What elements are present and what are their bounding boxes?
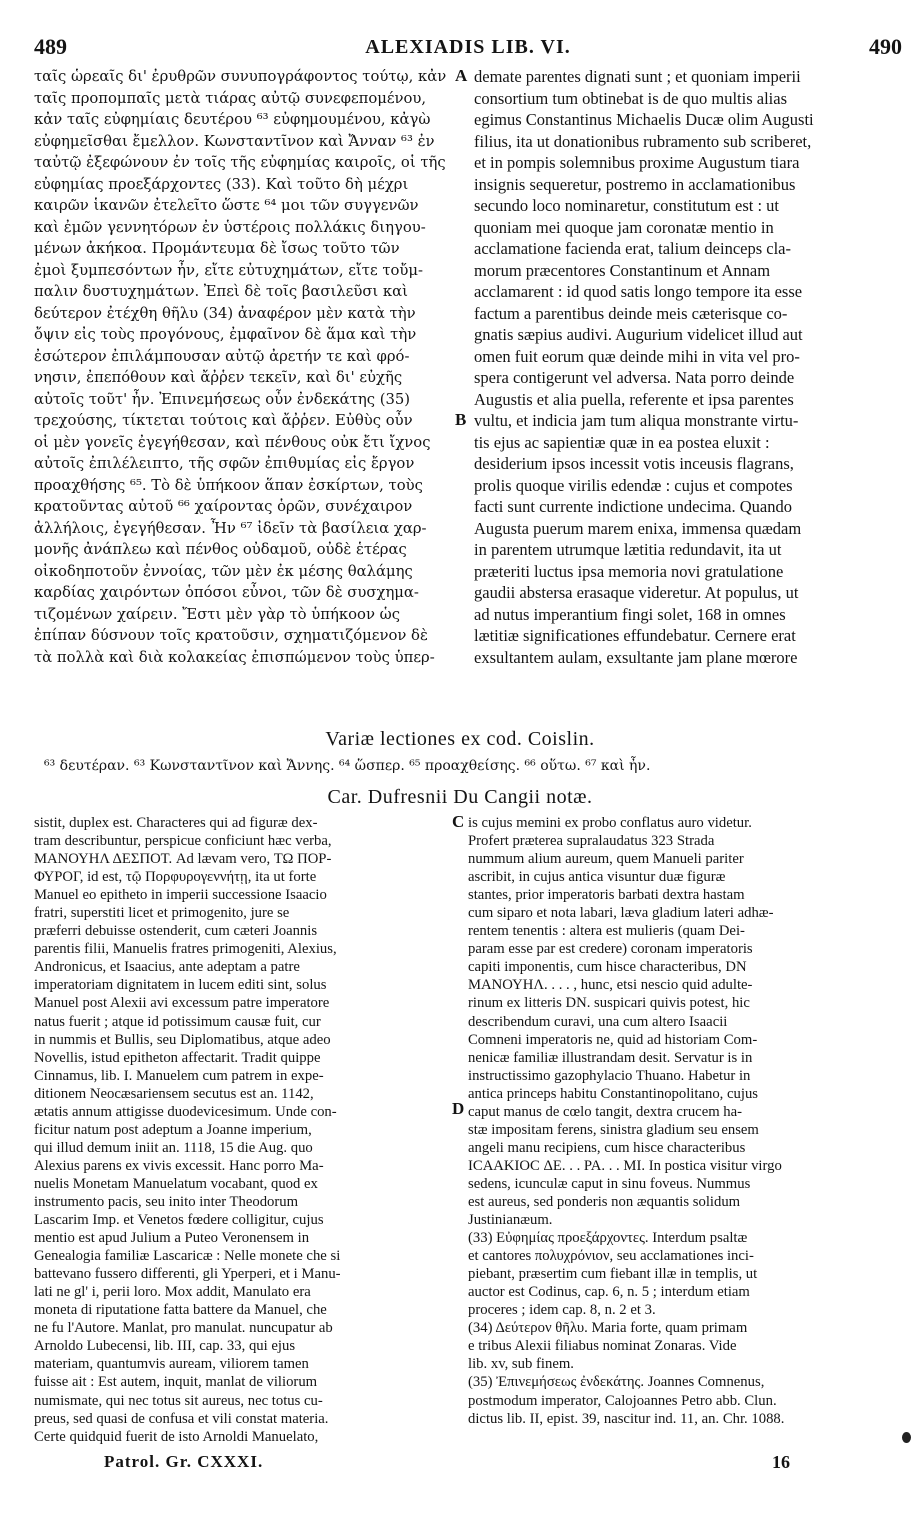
latin-translation-line: morum præcentores Constantinum et Annam [474,260,771,280]
latin-translation-line: quoniam mei quoque jam coronatæ mentio in [474,217,774,237]
notes-left-line: Arnoldo Lubecensi, lib. III, cap. 33, qui ejus [34,1338,296,1355]
notes-right-line: et cantores πολυχρόνιον, seu acclamationes inci- [468,1248,754,1265]
margin-letter-b: B [455,410,467,429]
notes-right-line: nenicæ familiæ illustrandam desit. Servatur is in [468,1049,753,1066]
greek-text-line: ταῖς ὡρεαῖς δι' ἐρυθρῶν συνυπογράφοντος τούτῳ, κἀν [34,68,447,85]
notes-left-line: Alexius parens ex vivis excessit. Hanc porro Ma- [34,1157,324,1174]
notes-left-line: ficitur natum post adeptum a Joanne imperium, [34,1121,312,1138]
running-title: ALEXIADIS LIB. VI. [365,36,571,58]
margin-letter-c: C [452,812,465,831]
notes-left-line: fratri, superstiti licet et primogenito, jure se [34,905,290,922]
latin-translation-line: secundo loco nominaretur, constitutum est : ut [474,196,779,215]
latin-translation-line: exsultantem aulam, exsultante jam plane mœrore [474,647,798,667]
greek-text-line: εὐφημίας προεξάρχοντες (33). Καὶ τοῦτο δὴ μέχρι [34,175,409,193]
greek-text-line: μονῆς ἀνάπλεω καὶ πένθος οὐδαμοῦ, οὐδὲ ἑτέρας [34,541,407,558]
greek-text-line: δεύτερον ἐτέχθη θῆλυ (34) ἀναφέρον μὲν κατὰ τὴν [34,304,416,322]
variant-readings-line: ⁶³ δευτέραν. ⁶³ Κωνσταντῖνον καὶ Ἄννης. ⁶⁴ ὥσπερ. ⁶⁵ προαχθείσης. ⁶⁶ οὕτω. ⁶⁷ καὶ ἦν. [44,758,651,774]
greek-text-line: καιρῶν ἱκανῶν ἐτελεῖτο ὥστε ⁶⁴ μοι τῶν συγγενῶν [34,197,419,214]
latin-translation-column [474,66,908,668]
notes-right-line: dictus lib. II, epist. 39, nascitur ind. 11, an. Chr. 1088. [468,1410,785,1427]
notes-left-line: natus fuerit ; atque id potissimum causæ fuit, cur [34,1013,321,1030]
notes-left-line: qui illud demum iniit an. 1118, 15 die Aug. quo [34,1139,313,1156]
greek-text-line: αὐτοῖς ἐπιλέλειπτο, τῆς σφῶν ἐπιθυμίας εἰς ἔργον [34,455,415,472]
latin-translation-line: gnatis sæpius audivi. Augurium videlicet illud aut [474,325,803,344]
notes-left-line: imperatoriam dignitatem in lucem editi sint, solus [34,977,327,994]
notes-right-line: lib. xv, sub finem. [468,1356,574,1373]
latin-translation-line: demate parentes dignati sunt ; et quoniam imperii [474,67,801,86]
latin-translation-line: desiderium ipsos incessit votis inceusis flagrans, [474,454,794,473]
margin-letter-a: A [455,66,468,85]
latin-translation-line: facti sunt currente indictione undecima. Quando [474,497,792,516]
notes-right-line: nummum alium aureum, quem Manueli pariter [468,851,744,868]
notes-right-line: param esse par est credere) coronam imperatoris [468,941,753,958]
notes-left-line: tram describuntur, perspicue conficiunt hæc verba, [34,833,332,850]
notes-right-line: piebant, præsertim cum fiebant illæ in templis, ut [468,1266,758,1283]
notes-left-line: Andronicus, et Isaacius, ante adeptam a patre [34,959,300,976]
greek-text-line: τὰ πολλὰ καὶ διὰ κολακείας ἐπισπώμενον τοὺς ὑπερ- [34,648,435,666]
notes-left-line: battevano fussero differenti, gli Yperperi, et i Manu- [34,1266,341,1283]
notes-right-line: (34) Δεύτερον θῆλυ. Maria forte, quam primam [468,1320,748,1337]
notes-left-line: ditionem Neocæsariensem secutus est an. 1142, [34,1085,314,1102]
greek-text-line: καρδίας χαιρόντων ὁπόσοι εὖνοι, τῶν δὲ συσχημα- [34,584,419,601]
page-number-right: 490 [869,34,902,59]
greek-text-line: ταὐτῷ ἐξεφώνουν ἐν τοῖς τῆς εὐφημίας καιροῖς, οἱ τῆς [34,154,446,171]
footer-signature: 16 [772,1452,790,1472]
notes-left-line: moneta di riputatione fatta battere da Manuel, che [34,1302,327,1319]
greek-text-line: ἐμοὶ ξυμπεσόντων ἦν, εἴτε εὐτυχημάτων, εἴτε τοὔμ- [34,261,424,279]
greek-text-line: ἐσώτερον ἐπιλάμπουσαν αὐτῷ ἀρετήν τε καὶ φρό- [34,347,410,365]
latin-translation-line: lætitiæ significationes effundebatur. Cernere erat [474,626,796,645]
latin-translation-line: Augustis et alia puella, referente et ipsa parentes [474,389,794,409]
notes-left-line: Certe quidquid fuerit de isto Arnoldi Manuelato, [34,1428,319,1445]
notes-left-line: Genealogia familiæ Lascaricæ : Nelle monete che si [34,1248,341,1265]
latin-translation-line: factum a parentibus deinde meis cæterisque co- [474,303,788,323]
greek-text-line: νησιν, ἐπεπόθουν καὶ ἄῤῥεν τεκεῖν, καὶ δι' εὐχῆς [34,369,403,386]
latin-translation-line: prolis quoque virilis edendæ : cujus et compotes [474,475,793,495]
greek-text-line: εὐφημεῖσθαι ἔμελλον. Κωνσταντῖνον καὶ Ἄνναν ⁶³ ἐν [34,132,435,150]
notes-left-line: fuisse ait : Est autem, inquit, manlat de viliorum [34,1374,318,1391]
notes-right-line: stæ impositam ferens, sinistra gladium seu ensem [468,1121,759,1138]
notes-left-line: Lascarim Imp. et Venetos fœdere colligitur, cujus [34,1212,324,1229]
notes-right-line: antica princeps habitu Constantinopolitano, cujus [468,1085,759,1102]
notes-left-line: nuelis Monetam Manuelatum vocabant, quod ex [34,1175,318,1192]
notes-left-line: mentio est apud Julium a Puteo Veronensem in [34,1230,310,1247]
notes-left-line: Novellis, istud epitheton affectarit. Tradit quippe [34,1049,321,1066]
notes-right-line: angeli manu recipiens, cum hisce characteribus [468,1139,746,1156]
greek-text-line: οἱ μὲν γονεῖς ἐγεγήθεσαν, καὶ πένθους οὐκ ἔτι ἴχνος [34,433,431,451]
latin-translation-line: præteriti luctus ipsa memoria novi gratulatione [474,561,784,581]
notes-left-line: numismate, qui nec totus sit aureus, nec totus cu- [34,1392,323,1409]
greek-text-line: κἀν ταῖς εὐφημίαις δευτέρου ⁶³ εὐφημουμένου, κἀγὼ [34,111,431,128]
notes-left-line: ΜΑΝΟΥΗΛ ΔΕΣΠΟΤ. Ad lævam vero, ΤΩ ΠΟΡ- [34,851,332,868]
notes-right-line: postmodum imperator, Calojoannes Petro abb. Clun. [468,1392,777,1409]
notes-right-line: rentem tenentis : altera est mulieris (quam Dei- [468,923,745,940]
notes-right-line: ascribit, in cujus antica visuntur duæ figuræ [468,869,726,886]
latin-translation-line: consortium tum obtinebat is de quo multis alias [474,88,788,108]
notes-left-line: ætatis annum attigisse duodevicesimum. Unde con- [34,1103,337,1120]
notes-left-line: præferri debuisse ostenderit, cum cæteri Joannis [34,923,318,940]
latin-translation-line: gaudii abstersa erasaque videretur. At populus, ut [474,583,799,602]
notes-left-line: Cinnamus, lib. I. Manuelem cum patrem in expe- [34,1067,324,1084]
notes-left-line: materiam, quantumvis auream, viliorem tamen [34,1356,309,1373]
greek-text-line: παλιν δυστυχημάτων. Ἐπεὶ δὲ τοῖς βασιλεῦσι καὶ [34,283,408,300]
notes-right-line: (33) Εὐφημίας προεξάρχοντες. Interdum psaltæ [468,1230,748,1247]
notes-right-line: cum siparo et nota labari, læva gladium lateri adhæ- [468,905,774,922]
greek-text-line: προαχθήσης ⁶⁵. Τὸ δὲ ὑπήκοον ἅπαν ἐσκίρτων, τοὺς [34,476,423,494]
notes-left-line: Manuel eo epitheto in imperii successione Isaacio [34,887,327,904]
greek-text-line: κρατοῦντας αὐτοῦ ⁶⁶ χαίροντας ὁρῶν, συνέχαιρον [34,498,413,515]
latin-translation-line: omen fuit eorum quæ deinde mihi in vita vel pro- [474,346,800,366]
notes-right-line: stantes, prior imperatoris barbati dextra hastam [468,887,745,904]
notes-right-line: describendum curavi, una cum altero Isaacii [468,1013,728,1030]
notes-right-line: est aureus, sed ponderis non æquantis solidum [468,1193,741,1210]
notes-left-line: parentis filii, Manuelis fratres primogeniti, Alexius, [34,941,337,958]
notes-right-column [468,814,908,1428]
notes-right-line: proceres ; idem cap. 8, n. 2 et 3. [468,1302,656,1319]
notes-right-line: sedens, icunculæ caput in sinu foveus. Nummus [468,1175,751,1192]
latin-translation-line: ad nutus imperantium fingi solet, 168 in omnes [474,604,786,624]
variant-readings-heading: Variæ lectiones ex cod. Coislin. [325,728,595,750]
latin-translation-line: et in pompis solemnibus proxime Augustum tiara [474,153,800,172]
page-number-left: 489 [34,34,67,59]
greek-text-line: μένων ἀκήκοα. Προμάντευμα δὲ ἴσως τοῦτο τῶν [34,240,400,257]
notes-left-line: ne fu l'Autore. Manlat, pro manulat. nuncupatur ab [34,1320,333,1337]
greek-text-line: ἀλλήλοις, ἐγεγήθεσαν. Ἦν ⁶⁷ ἰδεῖν τὰ βασίλεια χαρ- [34,519,427,537]
notes-left-line: ΦΥΡΟΓ, id est, τῷ Πορφυρογεννήτῃ, ita ut forte [34,869,317,886]
greek-text-line: τρεχούσης, τίκτεται τούτοις καὶ ἄῤῥεν. Εὐθὺς οὖν [34,412,413,429]
notes-left-line: Manuel post Alexii avi excessum patre imperatore [34,995,330,1012]
notes-right-line: e tribus Alexii filiabus nominat Zonaras. Vide [468,1338,737,1355]
latin-translation-line: in parentem utrumque lætitia redundavit, ita ut [474,540,782,559]
greek-text-line: καὶ ἐμῶν γεννητόρων ἐν ὑστέροις πολλάκις διηγου- [34,218,426,236]
greek-text-line: ταῖς προπομπαῖς μετὰ τιάρας αὐτῷ συνεφεπομένου, [34,89,427,107]
notes-right-line: Comneni imperatoris ne, quid ad historiam Com- [468,1031,758,1048]
greek-text-line: τιζομένων χαίρειν. Ἔστι μὲν γὰρ τὸ ὑπήκοον ὡς [34,605,400,623]
notes-left-line: sistit, duplex est. Characteres qui ad figuræ dex- [34,815,318,831]
latin-translation-line: egimus Constantinus Michaelis Ducæ olim Augusti [474,110,814,129]
notes-left-line: instrumento pacis, seu inito inter Theodorum [34,1193,299,1210]
notes-right-line: instructissimo gazophylacio Thuano. Habetur in [468,1067,751,1084]
greek-text-line: αὐτοῖς τοῦτ' ἦν. Ἐπινεμήσεως οὖν ἐνδεκάτης (35) [34,390,411,408]
notes-right-line: (35) Ἐπινεμήσεως ἐνδεκάτης. Joannes Comnenus, [468,1374,765,1391]
ink-blot [902,1432,911,1443]
latin-translation-line: acclamarent : id quod satis longo tempore ita esse [474,282,803,301]
notes-left-line: in nummis et Bullis, seu Diplomatibus, atque adeo [34,1031,331,1048]
footer-volume: Patrol. Gr. CXXXI. [104,1452,264,1471]
latin-translation-line: acclamatione facienda erat, talium deinceps cla- [474,239,791,258]
notes-left-line: preus, sed quasi de confusa et vili constat materia. [34,1410,329,1427]
greek-text-line: ἐπίπαν δύσνουν τοῖς κρατοῦσιν, σχηματιζόμενον δὲ [34,627,428,644]
latin-translation-line: insignis sequeretur, postremo in acclamationibus [474,174,796,194]
notes-right-line: ΜΑΝΟΥΗΛ. . . . , hunc, etsi nescio quid adulte- [468,977,753,994]
notes-left-line: lati ne gl' i, perii loro. Mox addit, Manulato era [34,1284,311,1301]
greek-text-line: ὄψιν εἰς τοὺς προγόνους, ἐμφαῖνον δὲ ἅμα καὶ τὴν [34,326,417,343]
latin-translation-line: filius, ita ut donationibus rubramento sub scriberet, [474,131,812,151]
notes-right-line: ΙCΑΑΚΙΟC ΔΕ. . . ΡΑ. . . ΜΙ. In postica visitur virgo [468,1157,782,1174]
notes-right-line: Justinianæum. [468,1212,553,1229]
latin-translation-line: vultu, et indicia jam tum aliqua monstrante virtu- [474,411,799,430]
latin-translation-line: Augusta puerum marem enixa, immensa quædam [474,518,802,538]
notes-heading: Car. Dufresnii Du Cangii notæ. [327,786,593,808]
notes-right-line: rinum ex litteris DN. suspicari quivis potest, hic [468,995,750,1012]
greek-text-line: οἰκοδηποτοῦν ἐννοίας, τῶν μὲν ἐκ μέσης θαλάμης [34,562,413,580]
notes-right-line: caput manus de cœlo tangit, dextra crucem ha- [468,1103,743,1120]
latin-translation-line: spera contigerunt vel adversa. Nata porro deinde [474,368,795,387]
notes-right-line: auctor est Codinus, cap. 6, n. 5 ; interdum etiam [468,1284,750,1301]
greek-text-column [34,66,454,668]
notes-left-column [34,814,452,1446]
latin-translation-line: tis ejus ac sapientiæ quæ in ea postea eluxit : [474,432,770,452]
notes-right-line: is cujus memini ex probo conflatus auro videtur. [468,815,752,831]
running-header [34,34,902,64]
margin-letter-d: D [452,1099,465,1118]
notes-right-line: Profert præterea supralaudatus 323 Strada [468,833,715,850]
notes-right-line: capiti imponentis, cum hisce characteribus, DN [468,959,747,976]
